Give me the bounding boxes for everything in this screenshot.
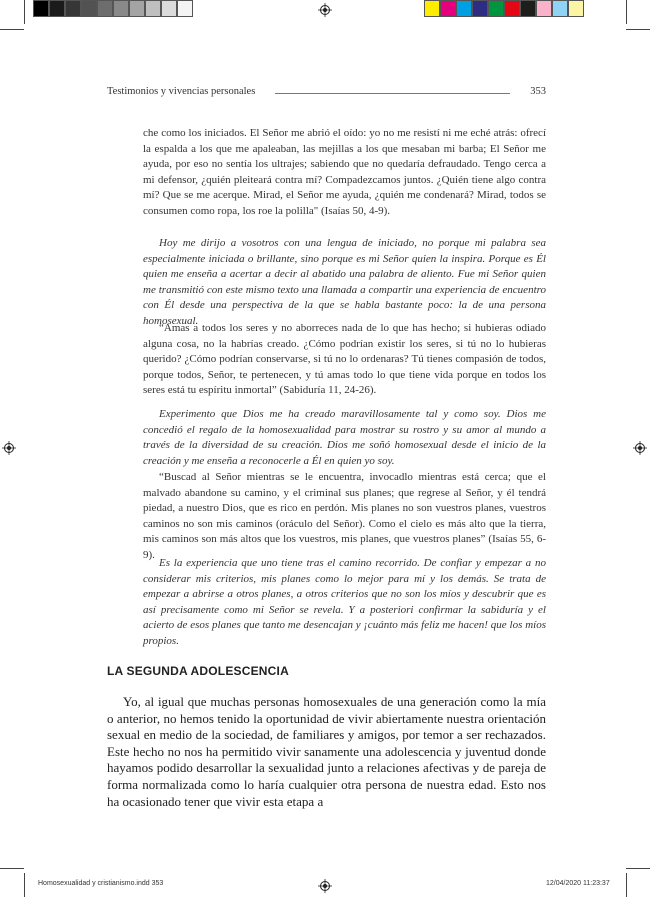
color-swatch	[161, 0, 177, 17]
crop-mark	[0, 868, 24, 869]
scripture-quote: “Buscad al Señor mientras se le encuentra, invocadlo mientras está cerca; que el malvado abandone su camino, y el criminal sus planes; que regrese al Señor, y él tendrá piedad, a nuestro Dios, que es rico en perdón. Mis planes no son vuestros planes, vuestros caminos no son mis caminos (oráculo del Señor). Como el cielo es más alto que la tierra, mis caminos son más altos que los vuestros, mis planes, que vuestros planes” (Isaías 55, 6-9).	[143, 471, 546, 561]
reflection-paragraph: Es la experiencia que uno tiene tras el camino recorrido. De confiar y empezar a no considerar mis criterios, mis planes como lo mejor para mí y los demás. Se trata de empezar a abrirse a otros planes, a otros criterios que no son los míos y descubrir que es así precisamente como mi Señor se revela. Y a posteriori confirmar la sabiduría y el acierto de esos planes que tanto me desencajan y ¡cuánto más feliz me hacen! que los míos propios.	[143, 557, 546, 647]
section-heading: LA SEGUNDA ADOLESCENCIA	[107, 664, 289, 678]
crop-mark	[24, 873, 25, 897]
color-swatch	[81, 0, 97, 17]
color-swatch	[552, 0, 568, 17]
scripture-quote: “Amas a todos los seres y no aborreces nada de lo que has hecho; si hubieras odiado alguna cosa, no la habrías creado. ¿Cómo podrían existir los seres, si tú no lo hubieras querido? ¿Cómo podrían conservarse, si tú no lo ordenaras? Tú tienes compasión de todos, porque todos, Señor, te pertenecen, y tú amas todo lo que tiene vida porque en todos los seres está tu espíritu inmortal” (Sabiduría 11, 24-26).	[143, 322, 546, 397]
body-paragraph: Yo, al igual que muchas personas homosexuales de una generación como la mía o anterior, no hemos tenido la oportunidad de vivir abiertamente nuestra orientación sexual en medio de la sociedad, de familiares y amigos, por temor a ser rechazados. Este hecho no nos ha permitido vivir sanamente una adolescencia y juventud donde hayamos podido desarrollar la sexualidad junto a relaciones afectivas y de pareja de forma normalizada como lo haría cualquier otra persona de nuestra edad. Esto nos ha ocasionado tener que vivir esta etapa a	[107, 694, 546, 809]
color-swatch	[472, 0, 488, 17]
page-number: 353	[530, 86, 546, 97]
color-swatch	[568, 0, 584, 17]
reflection-paragraph: Hoy me dirijo a vosotros con una lengua de iniciado, no porque mi palabra sea especialmente iniciada o brillante, sino porque es mi Señor quien la inspira. Porque es Él quien me enseña a acertar a decir al abatido una palabra de aliento. Fue mi Señor quien me transmitió con este mismo texto una llamada a compartir una experiencia de encuentro con Él desde una perspectiva de la que se habla bastante poco: la de una persona homosexual.	[143, 237, 546, 327]
color-swatch	[65, 0, 81, 17]
color-swatch	[33, 0, 49, 17]
color-swatch	[97, 0, 113, 17]
running-header	[107, 86, 546, 100]
cmyk-color-bar	[424, 0, 584, 19]
crop-mark	[626, 29, 650, 30]
slug-datetime: 12/04/2020 11:23:37	[546, 880, 610, 887]
registration-mark-icon	[318, 879, 332, 893]
crop-mark	[626, 873, 627, 897]
color-swatch	[504, 0, 520, 17]
registration-mark-icon	[2, 441, 16, 455]
running-header-title: Testimonios y vivencias personales	[107, 86, 256, 97]
scripture-quote: che como los iniciados. El Señor me abrió el oído: yo no me resistí ni me eché atrás: ofrecí la espalda a los que me apaleaban, las mejillas a los que mesaban mi barba; El Señor me ayuda, por eso no sentía los ultrajes; sabiendo que no quedaría defraudado. Tengo cerca a mi defensor, ¿quién pleiteará contra mí? Compadezcamos juntos. ¿Quién tiene algo contra mí? Que se me acerque. Mirad, el Señor me ayuda, ¿quién me condenará? Mirad, todos se consumen como ropa, los roe la polilla" (Isaías 50, 4-9).	[143, 127, 546, 217]
color-swatch	[440, 0, 456, 17]
crop-mark	[626, 0, 627, 24]
color-swatch	[49, 0, 65, 17]
color-swatch	[424, 0, 440, 17]
color-swatch	[129, 0, 145, 17]
color-swatch	[456, 0, 472, 17]
slug-filename: Homosexualidad y cristianismo.indd 353	[38, 880, 164, 887]
crop-mark	[0, 29, 24, 30]
header-rule	[275, 93, 510, 94]
color-swatch	[177, 0, 193, 17]
color-swatch	[536, 0, 552, 17]
grayscale-color-bar	[33, 0, 193, 19]
crop-mark	[626, 868, 650, 869]
color-swatch	[488, 0, 504, 17]
color-swatch	[113, 0, 129, 17]
color-swatch	[520, 0, 536, 17]
registration-mark-icon	[633, 441, 647, 455]
reflection-paragraph: Experimento que Dios me ha creado maravillosamente tal y como soy. Dios me concedió el regalo de la homosexualidad para mostrar su rostro y su amor al mundo a través de la diversidad de su creación. Dios me soñó homosexual desde el inicio de la creación y me enseña a reconocerle a Él en quien yo soy.	[143, 408, 546, 467]
crop-mark	[24, 0, 25, 24]
registration-mark-icon	[318, 3, 332, 17]
color-swatch	[145, 0, 161, 17]
